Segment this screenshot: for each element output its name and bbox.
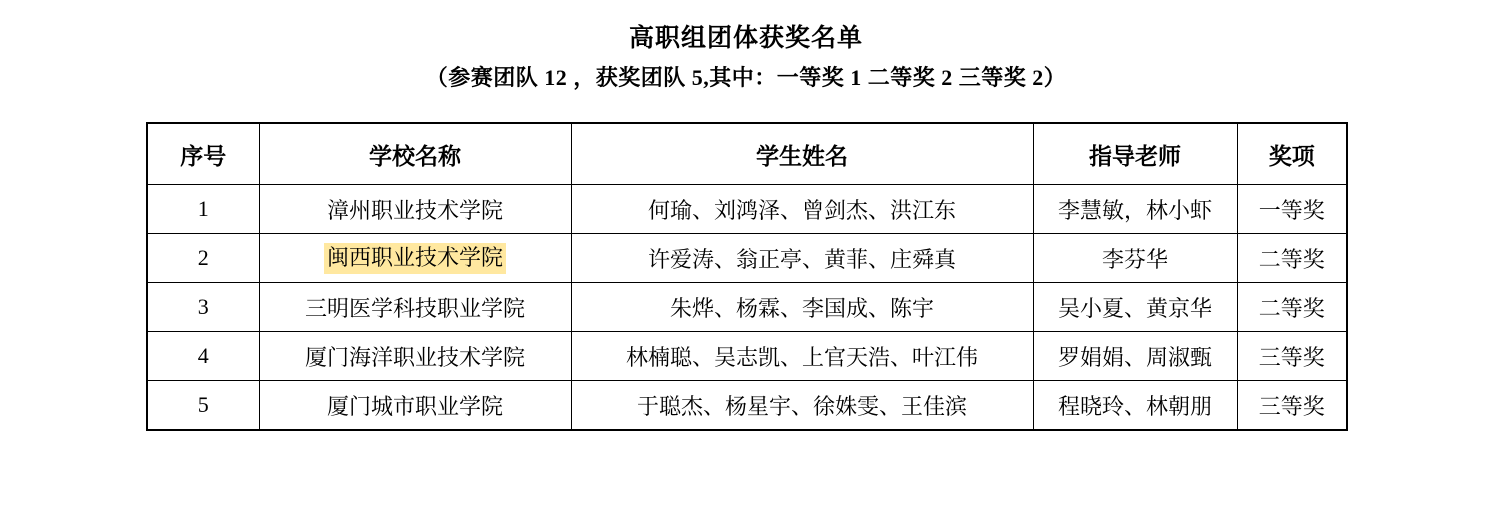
column-header-students: 学生姓名: [571, 123, 1033, 185]
cell-teacher: 罗娟娟、周淑甄: [1033, 332, 1237, 381]
cell-award: 三等奖: [1237, 332, 1347, 381]
award-table: [146, 122, 1348, 431]
cell-index: 2: [147, 234, 259, 283]
table-body: [147, 185, 1347, 430]
table-row: [147, 283, 1347, 332]
table-header-row: [147, 123, 1347, 185]
school-name-text: 厦门城市职业学院: [326, 393, 503, 419]
cell-school: [259, 234, 571, 283]
column-header-award: 奖项: [1237, 123, 1347, 185]
column-header-index: 序号: [147, 123, 259, 185]
document-page: [0, 23, 1492, 512]
cell-students: 许爱涛、翁正亭、黄菲、庄舜真: [571, 234, 1033, 283]
cell-students: 何瑜、刘鸿泽、曾剑杰、洪江东: [571, 185, 1033, 234]
cell-award: 三等奖: [1237, 381, 1347, 430]
cell-index: 4: [147, 332, 259, 381]
cell-school: [259, 332, 571, 381]
table-row: [147, 332, 1347, 381]
award-table-container: [0, 122, 1492, 431]
column-header-teacher: 指导老师: [1033, 123, 1237, 185]
school-name-text-highlighted: 闽西职业技术学院: [324, 243, 506, 273]
column-header-school: 学校名称: [259, 123, 571, 185]
cell-award: 二等奖: [1237, 234, 1347, 283]
page-subtitle: （参赛团队 12 ，获奖团队 5,其中：一等奖 1 二等奖 2 三等奖 2）: [425, 65, 1067, 91]
table-row: [147, 234, 1347, 283]
cell-school: [259, 185, 571, 234]
cell-students: 于聪杰、杨星宇、徐姝雯、王佳滨: [571, 381, 1033, 430]
page-title: 高职组团体获奖名单: [628, 25, 863, 52]
cell-teacher: 李芬华: [1033, 234, 1237, 283]
cell-award: 一等奖: [1237, 185, 1347, 234]
cell-students: 林楠聪、吴志凯、上官天浩、叶江伟: [571, 332, 1033, 381]
school-name-text: 三明医学科技职业学院: [304, 295, 525, 321]
school-name-text: 厦门海洋职业技术学院: [304, 344, 525, 370]
table-row: [147, 381, 1347, 430]
cell-teacher: 李慧敏，林小虾: [1033, 185, 1237, 234]
cell-school: [259, 283, 571, 332]
cell-index: 3: [147, 283, 259, 332]
cell-award: 二等奖: [1237, 283, 1347, 332]
table-header: [147, 123, 1347, 185]
school-name-text: 漳州职业技术学院: [326, 197, 503, 223]
cell-school: [259, 381, 571, 430]
cell-index: 1: [147, 185, 259, 234]
cell-students: 朱烨、杨霖、李国成、陈宇: [571, 283, 1033, 332]
table-row: [147, 185, 1347, 234]
cell-teacher: 吴小夏、黄京华: [1033, 283, 1237, 332]
cell-teacher: 程晓玲、林朝朋: [1033, 381, 1237, 430]
cell-index: 5: [147, 381, 259, 430]
